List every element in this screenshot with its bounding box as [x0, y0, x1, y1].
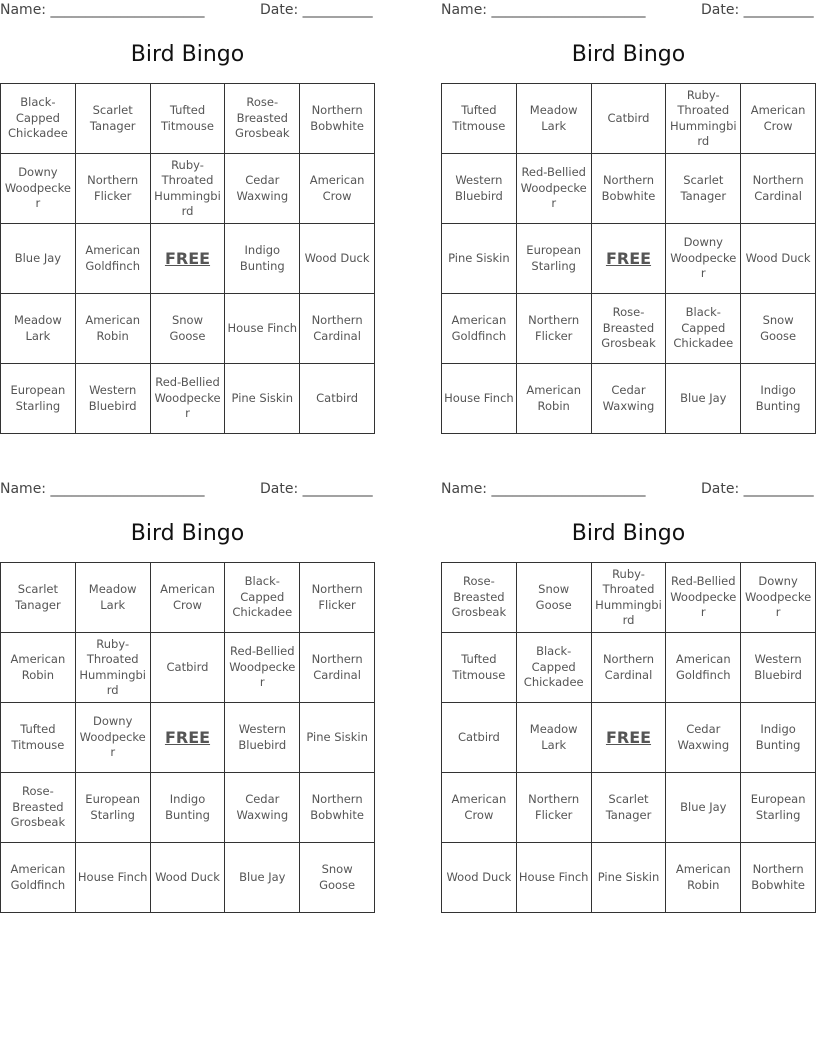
- bingo-cell: American Crow: [442, 773, 517, 843]
- bingo-cell: Scarlet Tanager: [1, 563, 76, 633]
- bingo-cell: Downy Woodpecker: [666, 224, 741, 294]
- card-title: Bird Bingo: [571, 521, 686, 546]
- bingo-cell: Northern Cardinal: [592, 633, 667, 703]
- card-header: [441, 481, 816, 499]
- bingo-cell: Blue Jay: [1, 224, 76, 294]
- bingo-cell: Catbird: [300, 364, 375, 434]
- bingo-cell: American Robin: [76, 294, 151, 364]
- bingo-cell: Black-Capped Chickadee: [225, 563, 300, 633]
- bingo-cell: Northern Bobwhite: [741, 843, 816, 913]
- bingo-cell: Catbird: [442, 703, 517, 773]
- bingo-cell: American Robin: [1, 633, 76, 703]
- bingo-cell: Ruby-Throated Hummingbird: [151, 154, 226, 224]
- bingo-cell: Western Bluebird: [76, 364, 151, 434]
- bingo-cell: Ruby-Throated Hummingbird: [592, 563, 667, 633]
- bingo-cell: Northern Cardinal: [300, 294, 375, 364]
- bingo-cell: Tufted Titmouse: [151, 84, 226, 154]
- name-field-label: Name: ______________________: [441, 2, 646, 18]
- bingo-cell: Western Bluebird: [225, 703, 300, 773]
- bingo-cell: Northern Flicker: [517, 773, 592, 843]
- bingo-cell: Northern Bobwhite: [592, 154, 667, 224]
- bingo-cell: Northern Flicker: [517, 294, 592, 364]
- bingo-grid: [0, 562, 375, 913]
- bingo-cell: Western Bluebird: [741, 633, 816, 703]
- card-header: [441, 2, 816, 20]
- bingo-grid: [441, 562, 816, 913]
- bingo-cell: Black-Capped Chickadee: [666, 294, 741, 364]
- name-field-label: Name: ______________________: [441, 481, 646, 497]
- bingo-cell: American Robin: [517, 364, 592, 434]
- bingo-card-1: [0, 0, 375, 435]
- bingo-cell: Scarlet Tanager: [76, 84, 151, 154]
- bingo-cell: House Finch: [76, 843, 151, 913]
- bingo-cell: American Goldfinch: [76, 224, 151, 294]
- bingo-grid: [0, 83, 375, 434]
- date-field-label: Date: __________: [260, 2, 373, 18]
- card-title: Bird Bingo: [571, 42, 686, 67]
- bingo-cell: Black-Capped Chickadee: [1, 84, 76, 154]
- bingo-cell: Meadow Lark: [1, 294, 76, 364]
- bingo-cell: American Goldfinch: [666, 633, 741, 703]
- bingo-cell: Downy Woodpecker: [1, 154, 76, 224]
- bingo-cell: Northern Flicker: [76, 154, 151, 224]
- bingo-cell: Pine Siskin: [592, 843, 667, 913]
- bingo-cell: Cedar Waxwing: [666, 703, 741, 773]
- bingo-cell: American Goldfinch: [442, 294, 517, 364]
- bingo-cell: Northern Cardinal: [300, 633, 375, 703]
- bingo-cell: European Starling: [1, 364, 76, 434]
- bingo-cell: Blue Jay: [225, 843, 300, 913]
- bingo-cell: Tufted Titmouse: [442, 84, 517, 154]
- bingo-cell: American Crow: [300, 154, 375, 224]
- bingo-cell: Pine Siskin: [300, 703, 375, 773]
- bingo-cell: Wood Duck: [300, 224, 375, 294]
- bingo-cell: Snow Goose: [151, 294, 226, 364]
- bingo-cell: Rose-Breasted Grosbeak: [442, 563, 517, 633]
- free-space-cell: FREE: [592, 224, 667, 294]
- bingo-cell: Black-Capped Chickadee: [517, 633, 592, 703]
- bingo-cell: American Crow: [151, 563, 226, 633]
- bingo-cell: Cedar Waxwing: [592, 364, 667, 434]
- bingo-cell: Rose-Breasted Grosbeak: [225, 84, 300, 154]
- bingo-grid: [441, 83, 816, 434]
- bingo-cell: Northern Bobwhite: [300, 773, 375, 843]
- bingo-cell: Indigo Bunting: [741, 703, 816, 773]
- bingo-cell: Wood Duck: [442, 843, 517, 913]
- card-title: Bird Bingo: [130, 521, 245, 546]
- bingo-cell: Catbird: [151, 633, 226, 703]
- bingo-cell: Blue Jay: [666, 364, 741, 434]
- bingo-cell: House Finch: [442, 364, 517, 434]
- bingo-cell: European Starling: [76, 773, 151, 843]
- bingo-cell: Scarlet Tanager: [666, 154, 741, 224]
- free-space-cell: FREE: [151, 224, 226, 294]
- date-field-label: Date: __________: [701, 2, 814, 18]
- bingo-cell: Northern Cardinal: [741, 154, 816, 224]
- bingo-cell: Red-Bellied Woodpecker: [225, 633, 300, 703]
- bingo-cell: Rose-Breasted Grosbeak: [592, 294, 667, 364]
- bingo-cell: Downy Woodpecker: [76, 703, 151, 773]
- bingo-cell: Blue Jay: [666, 773, 741, 843]
- bingo-cell: Red-Bellied Woodpecker: [151, 364, 226, 434]
- bingo-cell: Tufted Titmouse: [1, 703, 76, 773]
- bingo-cell: Meadow Lark: [517, 84, 592, 154]
- bingo-cell: Western Bluebird: [442, 154, 517, 224]
- bingo-card-2: [441, 0, 816, 435]
- bingo-cell: Tufted Titmouse: [442, 633, 517, 703]
- bingo-cell: Meadow Lark: [76, 563, 151, 633]
- bingo-cell: Indigo Bunting: [225, 224, 300, 294]
- bingo-cell: Meadow Lark: [517, 703, 592, 773]
- card-title: Bird Bingo: [130, 42, 245, 67]
- bingo-cell: Rose-Breasted Grosbeak: [1, 773, 76, 843]
- bingo-cell: Scarlet Tanager: [592, 773, 667, 843]
- bingo-cell: Cedar Waxwing: [225, 154, 300, 224]
- bingo-cell: American Goldfinch: [1, 843, 76, 913]
- bingo-cell: House Finch: [517, 843, 592, 913]
- bingo-cell: Cedar Waxwing: [225, 773, 300, 843]
- bingo-cell: European Starling: [517, 224, 592, 294]
- date-field-label: Date: __________: [701, 481, 814, 497]
- bingo-cell: House Finch: [225, 294, 300, 364]
- bingo-cell: Snow Goose: [300, 843, 375, 913]
- bingo-cell: Red-Bellied Woodpecker: [666, 563, 741, 633]
- bingo-card-4: [441, 479, 816, 914]
- free-space-cell: FREE: [151, 703, 226, 773]
- bingo-cell: Ruby-Throated Hummingbird: [666, 84, 741, 154]
- bingo-cell: Catbird: [592, 84, 667, 154]
- bingo-cell: Ruby-Throated Hummingbird: [76, 633, 151, 703]
- card-header: [0, 2, 375, 20]
- bingo-cell: Indigo Bunting: [151, 773, 226, 843]
- bingo-cell: Northern Flicker: [300, 563, 375, 633]
- free-space-cell: FREE: [592, 703, 667, 773]
- bingo-cell: Indigo Bunting: [741, 364, 816, 434]
- bingo-cell: European Starling: [741, 773, 816, 843]
- bingo-cell: Snow Goose: [517, 563, 592, 633]
- bingo-cell: Downy Woodpecker: [741, 563, 816, 633]
- date-field-label: Date: __________: [260, 481, 373, 497]
- bingo-cell: Pine Siskin: [442, 224, 517, 294]
- bingo-cell: Pine Siskin: [225, 364, 300, 434]
- bingo-cell: Northern Bobwhite: [300, 84, 375, 154]
- bingo-cell: Wood Duck: [741, 224, 816, 294]
- bingo-cell: Wood Duck: [151, 843, 226, 913]
- bingo-cell: American Crow: [741, 84, 816, 154]
- bingo-cell: Red-Bellied Woodpecker: [517, 154, 592, 224]
- bingo-cell: Snow Goose: [741, 294, 816, 364]
- card-header: [0, 481, 375, 499]
- name-field-label: Name: ______________________: [0, 481, 205, 497]
- name-field-label: Name: ______________________: [0, 2, 205, 18]
- bingo-cell: American Robin: [666, 843, 741, 913]
- bingo-card-3: [0, 479, 375, 914]
